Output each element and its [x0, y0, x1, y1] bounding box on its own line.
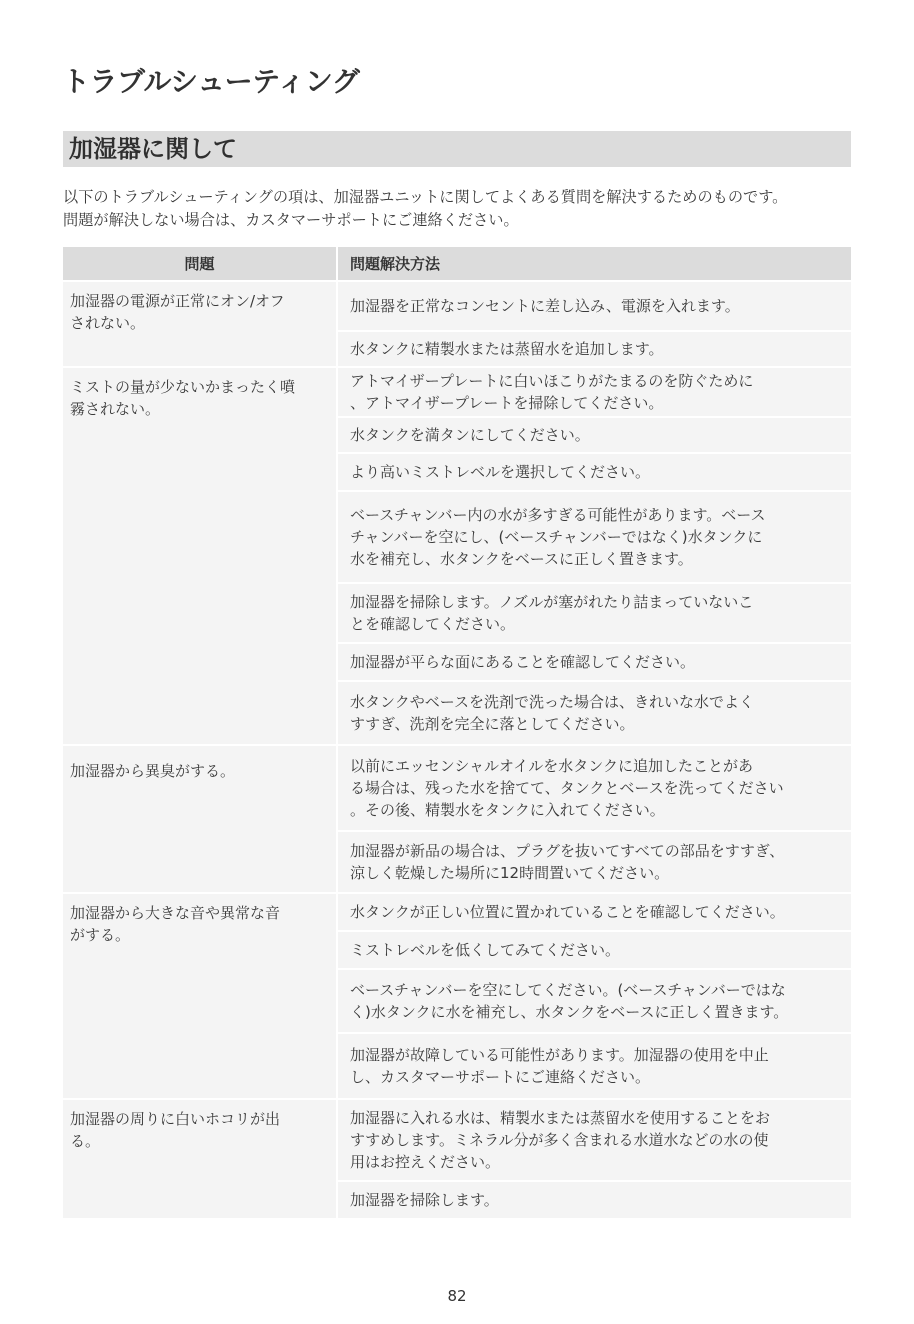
solution-item [338, 492, 851, 582]
solution-item [338, 746, 851, 830]
solution-text: ベースチャンバーを空にしてください。(ベースチャンバーではな [350, 981, 786, 999]
page-title: トラブルシューティング [62, 65, 360, 98]
solution-text: すすめします。ミネラル分が多く含まれる水道水などの水の使 [350, 1131, 769, 1149]
solutions-cell [338, 1100, 851, 1218]
solution-text: 水タンクやベースを洗剤で洗った場合は、きれいな水でよく [350, 693, 754, 711]
solution-text: 水タンクを満タンにしてください。 [350, 426, 590, 444]
solution-item [338, 368, 851, 416]
problem-text: 加湿器の周りに白いホコリが出 [70, 1110, 281, 1128]
solution-item [338, 584, 851, 642]
solution-item [338, 1100, 851, 1180]
solution-text: ベースチャンバー内の水が多すぎる可能性があります。ベース [350, 506, 766, 524]
problem-text: がする。 [70, 926, 131, 944]
solution-text: チャンバーを空にし、(ベースチャンバーではなく)水タンクに [350, 528, 763, 546]
solution-text: 加湿器が新品の場合は、プラグを抜いてすべての部品をすすぎ、 [350, 842, 785, 860]
solution-text: アトマイザープレートに白いほこりがたまるのを防ぐために [350, 372, 754, 390]
table-row [63, 894, 851, 1098]
intro-line: 以下のトラブルシューティングの項は、加湿器ユニットに関してよくある質問を解決するためのものです。 [63, 188, 788, 206]
solution-item [338, 894, 851, 930]
solution-item [338, 970, 851, 1032]
problem-cell [63, 894, 336, 1098]
solution-item [338, 832, 851, 892]
solution-text: し、カスタマーサポートにご連絡ください。 [350, 1068, 651, 1086]
solution-text: 水タンクが正しい位置に置かれていることを確認してください。 [350, 903, 785, 921]
table-row [63, 1100, 851, 1218]
solution-item [338, 682, 851, 744]
solution-text: 加湿器が平らな面にあることを確認してください。 [350, 653, 696, 671]
solution-item [338, 282, 851, 330]
solution-item [338, 418, 851, 452]
solution-item [338, 1034, 851, 1098]
solution-text: とを確認してください。 [350, 615, 516, 633]
solution-text: 用はお控えください。 [350, 1153, 501, 1171]
solution-item [338, 644, 851, 680]
troubleshooting-table [63, 247, 851, 1220]
solution-text: 、アトマイザープレートを掃除してください。 [350, 394, 664, 412]
solutions-cell [338, 368, 851, 744]
intro-line: 問題が解決しない場合は、カスタマーサポートにご連絡ください。 [63, 211, 519, 229]
solution-text: 加湿器を掃除します。ノズルが塞がれたり詰まっていないこ [350, 593, 754, 611]
solutions-cell [338, 746, 851, 892]
solution-item [338, 932, 851, 968]
problem-cell [63, 746, 336, 892]
table-body [63, 282, 851, 1218]
table-header-row [63, 247, 851, 280]
solution-text: く)水タンクに水を補充し、水タンクをベースに正しく置きます。 [350, 1003, 789, 1021]
problem-text: る。 [70, 1132, 101, 1150]
solution-text: 。その後、精製水をタンクに入れてください。 [350, 801, 665, 819]
problem-text: 加湿器の電源が正常にオン/オフ [70, 292, 285, 310]
section-heading: 加湿器に関して [63, 131, 851, 167]
problem-text: 加湿器から異臭がする。 [70, 762, 236, 780]
solution-text: る場合は、残った水を捨てて、タンクとベースを洗ってください [350, 779, 784, 797]
page-number: 82 [447, 1287, 467, 1305]
solution-text: ミストレベルを低くしてみてください。 [350, 941, 621, 959]
solution-text: 水を補充し、水タンクをベースに正しく置きます。 [350, 550, 693, 568]
header-problem: 問題 [63, 247, 336, 280]
solution-text: 水タンクに精製水または蒸留水を追加します。 [350, 340, 664, 358]
problem-cell [63, 1100, 336, 1218]
solution-text: より高いミストレベルを選択してください。 [350, 463, 651, 481]
solution-text: 以前にエッセンシャルオイルを水タンクに追加したことがあ [350, 757, 753, 775]
solution-text: すすぎ、洗剤を完全に落としてください。 [350, 715, 635, 733]
problem-text: されない。 [70, 314, 146, 332]
solution-text: 涼しく乾燥した場所に12時間置いてください。 [350, 864, 670, 882]
table-row [63, 368, 851, 744]
header-solution: 問題解決方法 [338, 247, 851, 280]
problem-text: 霧されない。 [70, 400, 161, 418]
solution-text: 加湿器を正常なコンセントに差し込み、電源を入れます。 [350, 297, 740, 315]
solutions-cell [338, 894, 851, 1098]
solution-text: 加湿器が故障している可能性があります。加湿器の使用を中止 [350, 1046, 769, 1064]
problem-text: 加湿器から大きな音や異常な音 [70, 904, 281, 922]
problem-text: ミストの量が少ないかまったく噴 [70, 378, 296, 396]
solution-text: 加湿器を掃除します。 [350, 1191, 499, 1209]
solution-item [338, 454, 851, 490]
table-row [63, 282, 851, 366]
intro-paragraph [63, 186, 863, 232]
solution-text: 加湿器に入れる水は、精製水または蒸留水を使用することをお [350, 1109, 771, 1127]
solutions-cell [338, 282, 851, 366]
problem-cell [63, 368, 336, 744]
problem-cell [63, 282, 336, 366]
table-row [63, 746, 851, 892]
solution-item [338, 1182, 851, 1218]
solution-item [338, 332, 851, 366]
